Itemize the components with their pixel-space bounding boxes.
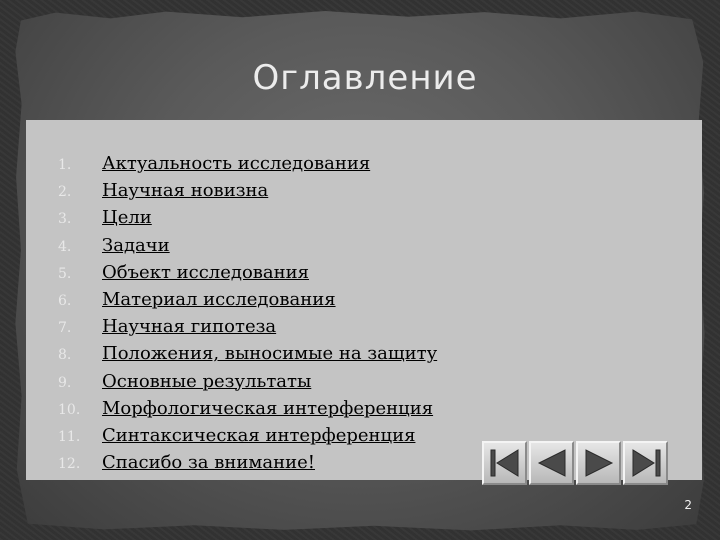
toc-link-tasks[interactable]: Задачи <box>102 234 170 256</box>
toc-item-number: 8. <box>58 347 72 364</box>
toc-link-morphological-interference[interactable]: Морфологическая интерференция <box>102 397 434 419</box>
next-slide-icon <box>582 447 616 479</box>
toc-link-research-object[interactable]: Объект исследования <box>102 261 310 283</box>
toc-link-thank-you[interactable]: Спасибо за внимание! <box>102 452 315 474</box>
toc-item <box>58 177 437 204</box>
toc-item <box>58 395 437 422</box>
toc-link-defense-statements[interactable]: Положения, выносимые на защиту <box>102 343 438 365</box>
toc-item <box>58 422 437 449</box>
toc-link-novelty[interactable]: Научная новизна <box>102 180 269 202</box>
last-slide-icon <box>629 447 663 479</box>
first-slide-button[interactable] <box>482 441 527 485</box>
toc-item-number: 11. <box>58 428 81 445</box>
toc-item-number: 12. <box>58 456 81 473</box>
toc-item <box>58 449 437 476</box>
previous-slide-button[interactable] <box>529 441 574 485</box>
last-slide-button[interactable] <box>623 441 668 485</box>
toc-item <box>58 340 437 367</box>
toc-item-number: 3. <box>58 211 72 228</box>
toc-link-syntactic-interference[interactable]: Синтаксическая интерференция <box>102 424 416 446</box>
toc-link-hypothesis[interactable]: Научная гипотеза <box>102 316 277 338</box>
toc-item <box>58 232 437 259</box>
toc-link-research-material[interactable]: Материал исследования <box>102 288 336 310</box>
toc-item <box>58 204 437 231</box>
toc-item-number: 4. <box>58 238 72 255</box>
toc-item-number: 10. <box>58 401 81 418</box>
first-slide-icon <box>488 447 522 479</box>
next-slide-button[interactable] <box>576 441 621 485</box>
toc-link-relevance[interactable]: Актуальность исследования <box>102 153 371 174</box>
page-number: 2 <box>684 498 692 512</box>
toc-item <box>58 368 437 395</box>
toc-link-main-results[interactable]: Основные результаты <box>102 370 312 392</box>
previous-slide-icon <box>535 447 569 479</box>
toc-item <box>58 259 437 286</box>
toc-item-number: 9. <box>58 374 72 391</box>
toc-item <box>58 150 437 177</box>
toc-item-number: 6. <box>58 292 72 309</box>
slide-navigation <box>482 441 670 485</box>
table-of-contents <box>58 150 437 476</box>
toc-item-number: 1. <box>58 157 72 173</box>
toc-item-number: 7. <box>58 320 72 337</box>
toc-item <box>58 313 437 340</box>
toc-item <box>58 286 437 313</box>
toc-item-number: 2. <box>58 184 72 201</box>
toc-link-goals[interactable]: Цели <box>102 207 152 229</box>
toc-item-number: 5. <box>58 265 72 282</box>
slide-title: Оглавление <box>252 58 478 98</box>
